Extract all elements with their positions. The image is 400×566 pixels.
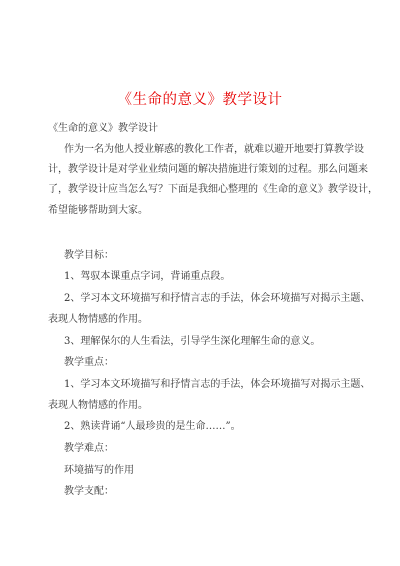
objective-2-line-1: 2、学习本文环境描写和抒情言志的手法，体会环境描写对揭示主题、 [64,293,371,304]
objective-1: 1、驾驭本课重点字词，背诵重点段。 [64,271,231,282]
intro-line-4: 希望能够帮助到大家。 [48,205,148,216]
objective-3: 3、理解保尔的人生看法，引导学生深化理解生命的意义。 [64,336,321,347]
arrangement-heading: 教学支配： [64,486,114,497]
key-points-heading: 教学重点： [64,357,114,368]
key-point-1-line-1: 1、学习本文环境描写和抒情言志的手法，体会环境描写对揭示主题、 [64,379,371,390]
objectives-heading: 教学目标： [64,250,114,261]
difficulty-1: 环境描写的作用 [64,465,134,476]
objective-2-line-2: 表现人物情感的作用。 [48,314,148,325]
difficulties-heading: 教学难点： [64,443,114,454]
document-title: 《生命的意义》教学设计 [117,92,283,108]
intro-line-3: 了，教学设计应当怎么写？下面是我细心整理的《生命的意义》教学设计， [48,184,378,195]
key-point-1-line-2: 表现人物情感的作用。 [48,400,148,411]
intro-line-2: 计，教学设计是对学业业绩问题的解决措施进行策划的过程。那么问题来 [48,164,368,175]
subtitle-line: 《生命的意义》教学设计 [48,123,158,134]
intro-line-1: 作为一名为他人授业解惑的教化工作者，就难以避开地要打算教学设 [64,144,364,155]
key-point-2: 2、熟读背诵“人最珍贵的是生命……”。 [64,421,241,432]
